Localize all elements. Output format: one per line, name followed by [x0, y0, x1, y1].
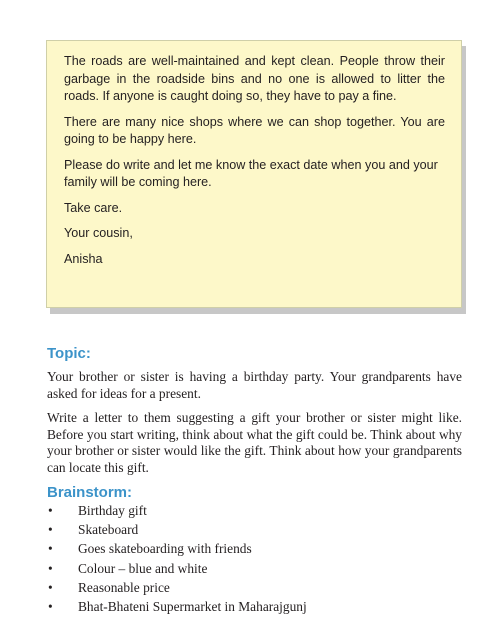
brainstorm-heading: Brainstorm: [47, 484, 133, 501]
list-item-text: Birthday gift [78, 503, 147, 518]
bullet-icon: • [48, 579, 53, 595]
list-item [47, 520, 462, 539]
letter-paragraph-shops: There are many nice shops where we can shop together. You are going to be happy here. [64, 114, 445, 146]
bullet-icon: • [48, 560, 53, 576]
list-item [47, 578, 462, 597]
topic-section [47, 345, 462, 476]
letter-paragraph-request: Please do write and let me know the exact date when you and your family will be coming here. [64, 157, 438, 189]
list-item [47, 539, 462, 558]
topic-paragraph: Your brother or sister is having a birthday party. Your grandparents have asked for ideas for a present. [47, 369, 462, 401]
list-item [47, 559, 462, 578]
letter-closing: Take care. [64, 200, 123, 215]
list-item-text: Bhat-Bhateni Supermarket in Maharajgunj [78, 599, 307, 615]
bullet-icon: • [48, 541, 53, 557]
letter-note [46, 40, 462, 308]
list-item-text: Goes skateboarding with friends [78, 541, 252, 557]
list-item [47, 501, 462, 520]
letter-sign-off: Your cousin, [64, 226, 133, 240]
topic-heading: Topic: [47, 345, 91, 362]
brainstorm-list [47, 501, 462, 616]
bullet-icon: • [48, 599, 53, 615]
bullet-icon: • [48, 503, 53, 518]
brainstorm-section [47, 484, 462, 616]
list-item-text: Skateboard [78, 522, 139, 538]
task-paragraph: Write a letter to them suggesting a gift your brother or sister might like. Before you start writing, think about what the gift could be. Think about why your brother or sister would like the gift. Think about how your grandparents can locate this gift. [47, 410, 462, 475]
list-item [47, 597, 462, 616]
bullet-icon: • [48, 522, 53, 538]
list-item-text: Colour – blue and white [78, 560, 208, 576]
letter-paragraph-roads: The roads are well-maintained and kept clean. People throw their garbage in the roadside bins and no one is allowed to litter the roads. If anyone is caught doing so, they have to pay a fine. [64, 54, 445, 103]
list-item-text: Reasonable price [78, 579, 170, 595]
letter-signature: Anisha [64, 251, 103, 266]
